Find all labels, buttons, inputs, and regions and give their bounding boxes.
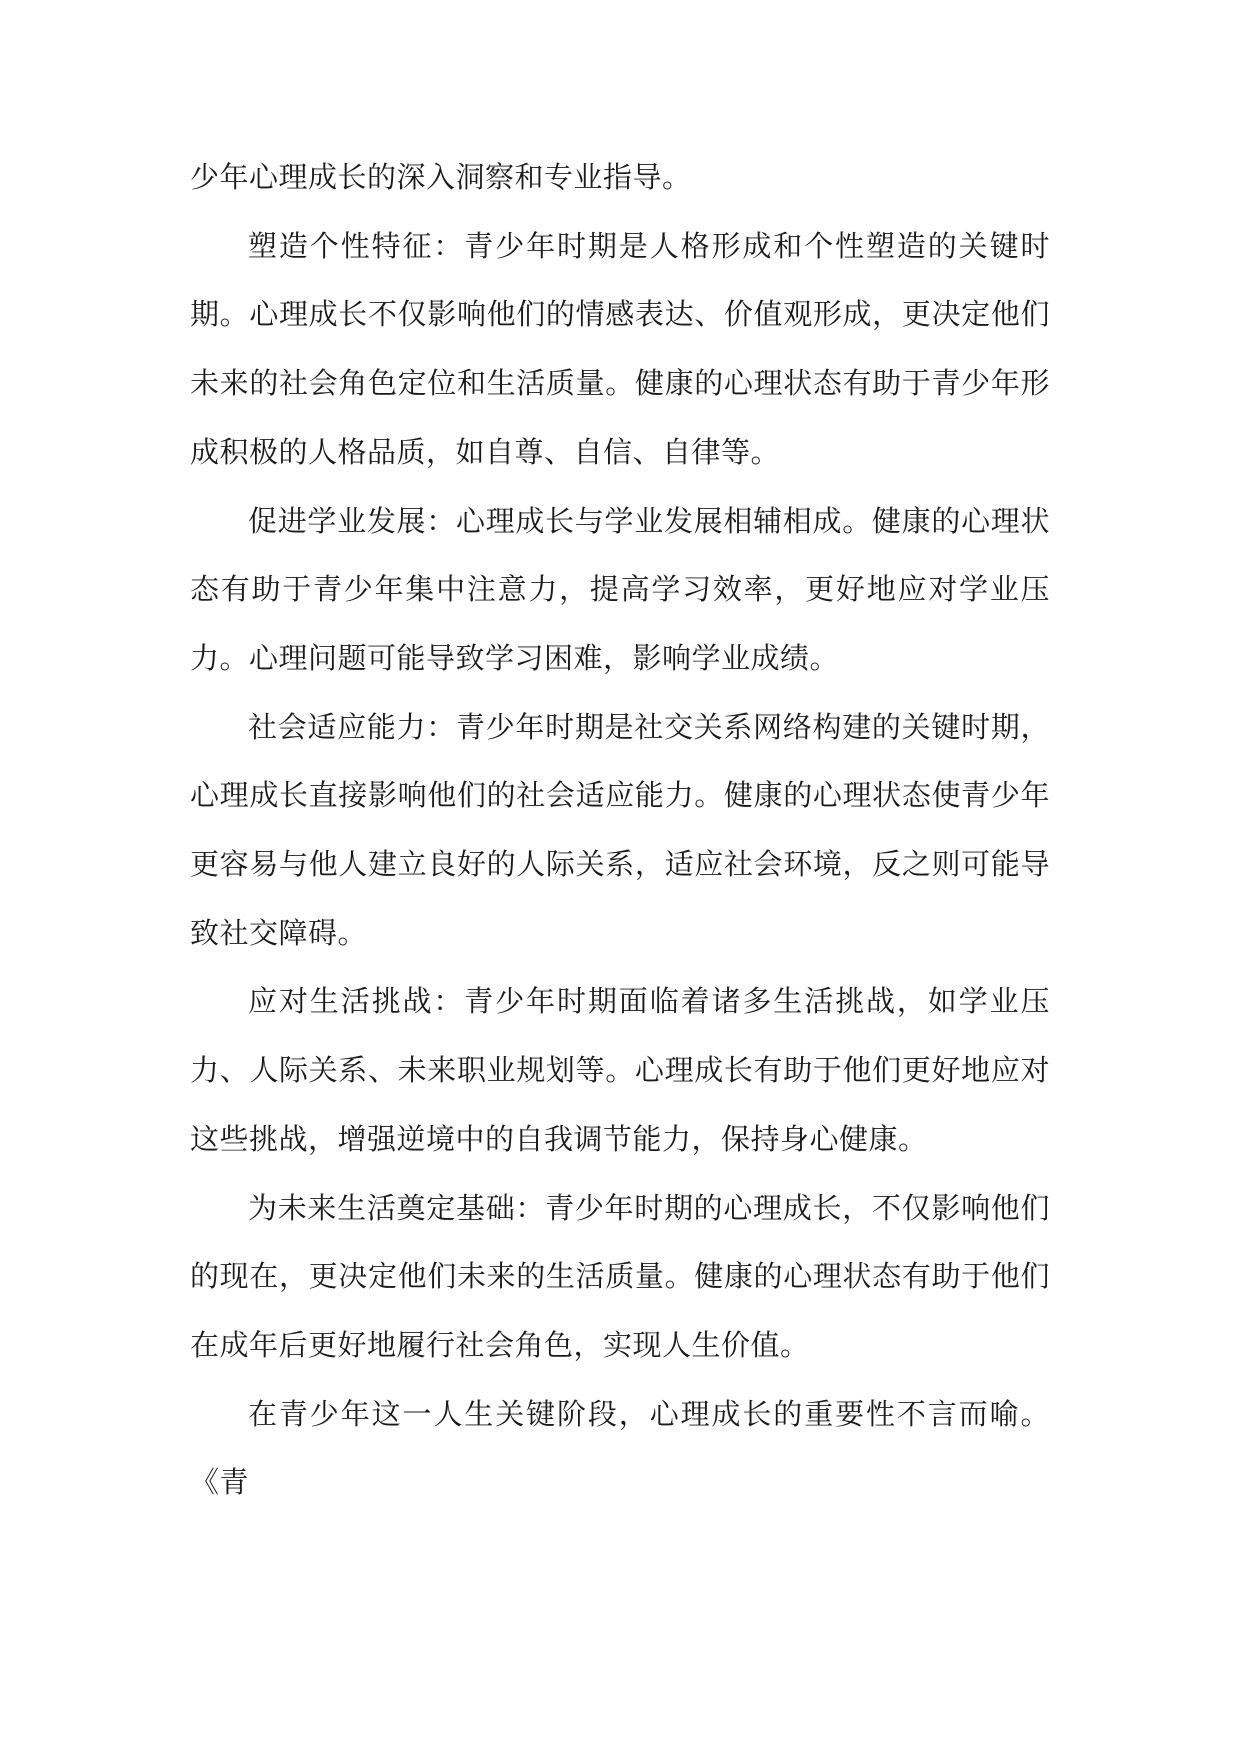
paragraph-social-adaptation: 社会适应能力：青少年时期是社交关系网络构建的关键时期，心理成长直接影响他们的社会适应能力。健康的心理状态使青少年更容易与他人建立良好的人际关系，适应社会环境，反之则可能导致社交障碍。: [190, 709, 1050, 950]
body-text: [190, 143, 1050, 1517]
paragraph-academic-development: 促进学业发展：心理成长与学业发展相辅相成。健康的心理状态有助于青少年集中注意力，提高学习效率，更好地应对学业压力。心理问题可能导致学习困难，影响学业成绩。: [190, 503, 1050, 675]
paragraph-future-foundation: 为未来生活奠定基础：青少年时期的心理成长，不仅影响他们的现在，更决定他们未来的生活质量。健康的心理状态有助于他们在成年后更好地履行社会角色，实现人生价值。: [190, 1190, 1050, 1362]
paragraph-life-challenges: 应对生活挑战：青少年时期面临着诸多生活挑战，如学业压力、人际关系、未来职业规划等。心理成长有助于他们更好地应对这些挑战，增强逆境中的自我调节能力，保持身心健康。: [190, 984, 1050, 1156]
paragraph-shape-personality: 塑造个性特征：青少年时期是人格形成和个性塑造的关键时期。心理成长不仅影响他们的情感表达、价值观形成，更决定他们未来的社会角色定位和生活质量。健康的心理状态有助于青少年形成积极的人格品质，如自尊、自信、自律等。: [190, 228, 1050, 469]
paragraph-continuation: 少年心理成长的深入洞察和专业指导。: [190, 160, 692, 194]
paragraph-conclusion: 在青少年这一人生关键阶段，心理成长的重要性不言而喻。《青: [190, 1396, 1050, 1500]
